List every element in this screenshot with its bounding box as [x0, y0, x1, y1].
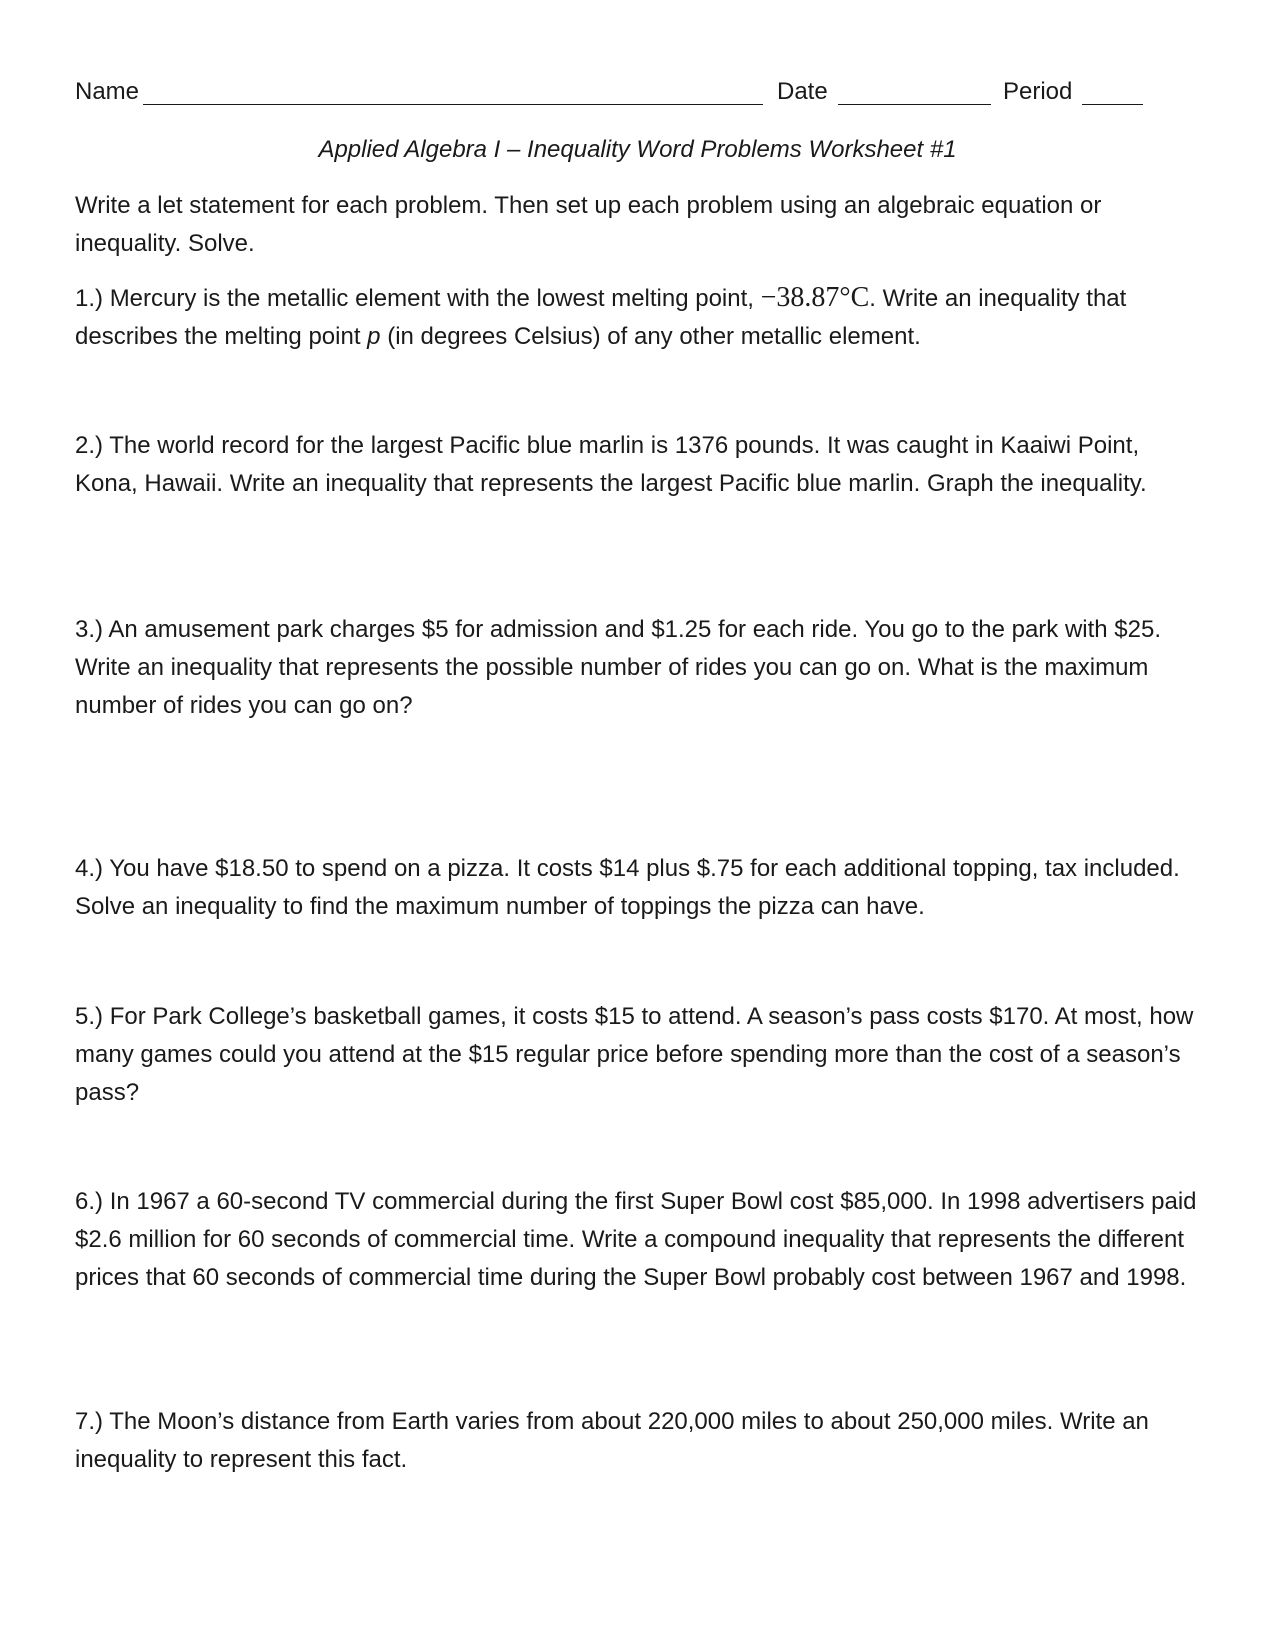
variable-p: p [367, 323, 381, 350]
problem-text-end: (in degrees Celsius) of any other metallic element. [380, 323, 921, 350]
header-line [75, 78, 1205, 110]
problem-text-cont: . Write an inequality that describes the melting point [75, 285, 1127, 350]
melting-point-value: −38.87°C [760, 282, 870, 313]
problem-7 [75, 1403, 1205, 1479]
problem-number: 6.) [75, 1188, 104, 1215]
problem-4 [75, 850, 1205, 926]
period-label: Period [1003, 78, 1073, 105]
problem-number: 5.) [75, 1003, 104, 1030]
problem-number: 4.) [75, 855, 104, 882]
problem-text: Mercury is the metallic element with the lowest melting point, [109, 285, 761, 312]
problem-number: 2.) [75, 432, 104, 459]
problem-text: The world record for the largest Pacific blue marlin is 1376 pounds. It was caught in Kaaiwi Point, Kona, Hawaii. Write an inequality that represents the largest Pacific blue marlin. Graph the inequality. [75, 432, 1147, 497]
instructions: Write a let statement for each problem. Then set up each problem using an algebraic equation or inequality. Solve. [75, 192, 1102, 257]
period-blank [1082, 104, 1143, 105]
name-label: Name [75, 78, 140, 105]
date-label: Date [777, 78, 828, 105]
problem-number: 3.) [75, 616, 104, 643]
problem-number: 7.) [75, 1408, 104, 1435]
problem-3 [75, 611, 1205, 725]
problem-2 [75, 427, 1205, 503]
problem-text: An amusement park charges $5 for admission and $1.25 for each ride. You go to the park with $25. Write an inequality that represents the possible number of rides you can go on. What is the maximum number of rides you can go on? [75, 616, 1162, 719]
date-blank [838, 104, 991, 105]
problem-text: You have $18.50 to spend on a pizza. It costs $14 plus $.75 for each additional topping, tax included. Solve an inequality to find the maximum number of toppings the pizza can have. [75, 855, 1180, 920]
problem-1 [75, 279, 1205, 356]
name-blank [143, 104, 763, 105]
problem-text: The Moon’s distance from Earth varies from about 220,000 miles to about 250,000 miles. Write an inequality to represent this fact. [75, 1408, 1149, 1473]
problem-6 [75, 1183, 1205, 1297]
problem-5 [75, 998, 1205, 1112]
problem-number: 1.) [75, 285, 104, 312]
worksheet-title: Applied Algebra I – Inequality Word Problems Worksheet #1 [318, 136, 957, 163]
problem-text: For Park College’s basketball games, it costs $15 to attend. A season’s pass costs $170. At most, how many games could you attend at the $15 regular price before spending more than the cost of a season’s pass? [75, 1003, 1194, 1106]
problem-text: In 1967 a 60-second TV commercial during the first Super Bowl cost $85,000. In 1998 advertisers paid $2.6 million for 60 seconds of commercial time. Write a compound inequality that represents the different prices that 60 seconds of commercial time during the Super Bowl probably cost between 1967 and 1998. [75, 1188, 1197, 1291]
